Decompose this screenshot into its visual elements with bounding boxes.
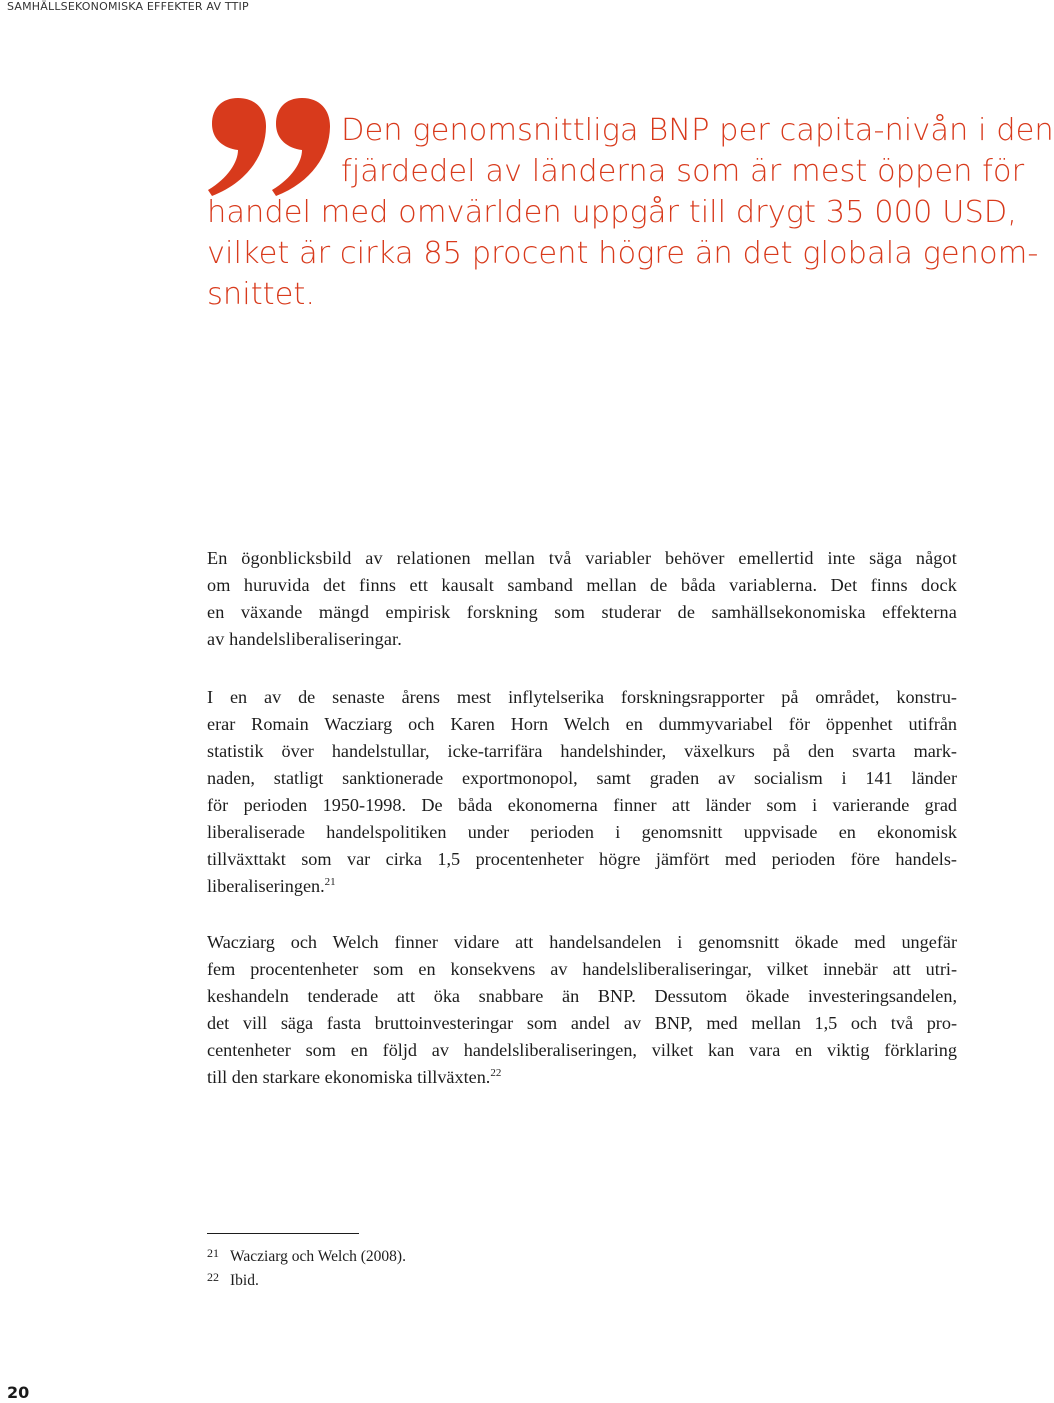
- paragraph-line: statistik över handelstullar, icke-tarrifära handelshinder, växelkurs på den svarta mark-: [207, 741, 957, 761]
- paragraph-line-text: liberaliseringen.: [207, 876, 325, 896]
- body-paragraph-1: [207, 545, 957, 653]
- pull-quote: [207, 110, 1054, 315]
- paragraph-line-last: [207, 873, 957, 900]
- paragraph-line-text: till den starkare ekonomiska tillväxten.: [207, 1067, 491, 1087]
- footnote-text: Ibid.: [230, 1272, 259, 1289]
- page-number: 20: [7, 1383, 30, 1402]
- footnote-number: 22: [207, 1270, 219, 1284]
- paragraph-line: det vill säga fasta bruttoinvesteringar som andel av BNP, med mellan 1,5 och två pro-: [207, 1013, 957, 1033]
- footnote-reference[interactable]: 22: [490, 1067, 502, 1079]
- paragraph-line: Wacziarg och Welch finner vidare att handelsandelen i genomsnitt ökade med ungefär: [207, 932, 957, 952]
- body-paragraph-2: [207, 684, 957, 900]
- body-paragraph-3: [207, 929, 957, 1091]
- paragraph-line: av handelsliberaliseringar.: [207, 629, 402, 649]
- footnotes: [207, 1245, 406, 1293]
- footnote-divider: [207, 1233, 359, 1234]
- paragraph-line: naden, statligt sanktionerade exportmonopol, samt graden av socialism i 141 länder: [207, 768, 957, 788]
- paragraph-line: för perioden 1950-1998. De båda ekonomerna finner att länder som i varierande grad: [207, 795, 957, 815]
- pull-quote-line: vilket är cirka 85 procent högre än det globala genom-: [207, 236, 1039, 271]
- paragraph-line: centenheter som en följd av handelsliberaliseringen, vilket kan vara en viktig förklaring: [207, 1040, 957, 1060]
- footnote: [207, 1269, 406, 1293]
- paragraph-line: liberaliserade handelspolitiken under perioden i genomsnitt uppvisade en ekonomisk: [207, 822, 957, 842]
- footnote-text: Wacziarg och Welch (2008).: [230, 1248, 406, 1265]
- paragraph-line: En ögonblicksbild av relationen mellan två variabler behöver emellertid inte säga något: [207, 548, 957, 568]
- footnote: [207, 1245, 406, 1269]
- paragraph-line: tillväxttakt som var cirka 1,5 procentenheter högre jämfört med perioden före handels-: [207, 849, 957, 869]
- paragraph-line: keshandeln tenderade att öka snabbare än BNP. Dessutom ökade investeringsandelen,: [207, 986, 957, 1006]
- paragraph-line: erar Romain Wacziarg och Karen Horn Welch en dummyvariabel för öppenhet utifrån: [207, 714, 957, 734]
- pull-quote-line: fjärdedel av länderna som är mest öppen för: [341, 154, 1025, 189]
- running-header: SAMHÄLLSEKONOMISKA EFFEKTER AV TTIP: [7, 0, 249, 13]
- footnote-reference[interactable]: 21: [324, 876, 336, 888]
- paragraph-line: om huruvida det finns ett kausalt samband mellan de båda variablerna. Det finns dock: [207, 575, 957, 595]
- pull-quote-line: handel med omvärlden uppgår till drygt 35 000 USD,: [207, 195, 1017, 230]
- paragraph-line: fem procentenheter som en konsekvens av handelsliberaliseringar, vilket innebär att utri-: [207, 959, 957, 979]
- pull-quote-line: snittet.: [207, 277, 316, 312]
- paragraph-line: en växande mängd empirisk forskning som studerar de samhällsekonomiska effekterna: [207, 602, 957, 622]
- footnote-number: 21: [207, 1246, 219, 1260]
- paragraph-line: I en av de senaste årens mest inflytelserika forskningsrapporter på området, konstru-: [207, 687, 957, 707]
- paragraph-line-last: [207, 1064, 957, 1091]
- pull-quote-line: Den genomsnittliga BNP per capita-nivån i den: [341, 113, 1054, 148]
